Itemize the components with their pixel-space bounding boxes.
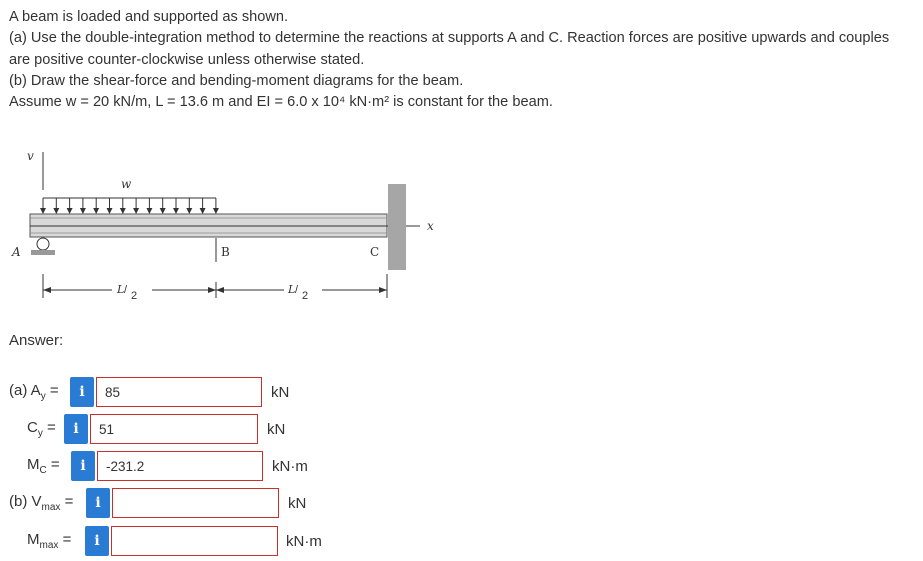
ay-label: (a) $A_y$ = [9, 382, 59, 402]
dim-label-l-left: L [117, 283, 125, 296]
v-axis-label: v [27, 149, 34, 163]
problem-line-intro: A beam is loaded and supported as shown. [9, 9, 289, 25]
load-arrow-head [133, 208, 139, 214]
dim-slash-right: / [295, 284, 299, 296]
load-arrow-head [146, 208, 152, 214]
mc-label: $M_C$ = [27, 456, 60, 476]
mc-input[interactable] [97, 451, 263, 481]
vmax-input[interactable] [112, 488, 279, 518]
load-arrow-head [120, 208, 126, 214]
load-arrow-head [186, 208, 192, 214]
mmax-unit: kN·m [286, 533, 322, 550]
cy-label: $C_y$ = [27, 419, 56, 439]
point-label-b: B [221, 245, 230, 259]
beam-diagram [0, 140, 470, 310]
load-arrow-head [53, 208, 59, 214]
dim-label-2-left: 2 [131, 290, 138, 302]
info-icon[interactable]: i [71, 451, 95, 481]
problem-line-part-b: (b) Draw the shear-force and bending-moment diagrams for the beam. [9, 72, 464, 89]
ay-input[interactable] [96, 377, 262, 407]
load-label-w: w [121, 177, 132, 191]
load-arrow-head [40, 208, 46, 214]
dim-label-2-right: 2 [302, 290, 309, 302]
mmax-input[interactable] [111, 526, 278, 556]
load-arrow-head [93, 208, 99, 214]
mc-unit: kN·m [272, 458, 308, 475]
cy-unit: kN [267, 421, 286, 438]
vmax-unit: kN [288, 495, 307, 512]
dim-label-l-right: L [288, 283, 296, 296]
problem-line-given: Assume w = 20 kN/m, L = 13.6 m and EI = 6.0 x 10⁴ kN·m² is constant for the beam. [9, 94, 553, 111]
problem-statement [9, 7, 909, 113]
ay-unit: kN [271, 384, 290, 401]
mmax-label: $M_{max}$ = [27, 531, 72, 551]
info-icon[interactable]: i [64, 414, 88, 444]
vmax-label: (b) $V_{max}$ = [9, 493, 74, 513]
load-arrow-head [200, 208, 206, 214]
info-icon[interactable]: i [70, 377, 94, 407]
load-arrow-head [67, 208, 73, 214]
load-arrow-head [80, 208, 86, 214]
info-icon[interactable]: i [85, 526, 109, 556]
point-label-c: C [370, 245, 380, 259]
load-arrow-head [213, 208, 219, 214]
roller-support-a [31, 238, 55, 255]
load-arrow-head [160, 208, 166, 214]
problem-line-part-a: (a) Use the double-integration method to determine the reactions at supports A and C. Reaction forces are positive upwards and couples are positive counter-clockwise unless otherwise stated. [9, 30, 890, 68]
point-label-a: A [12, 245, 21, 259]
answer-heading: Answer: [9, 332, 64, 349]
info-icon[interactable]: i [86, 488, 110, 518]
fixed-wall-c [388, 184, 406, 270]
cy-input[interactable] [90, 414, 258, 444]
load-arrows [40, 198, 219, 214]
load-arrow-head [107, 208, 113, 214]
x-axis-label: x [427, 219, 434, 233]
load-arrow-head [173, 208, 179, 214]
dimension-lines [43, 274, 387, 298]
dim-slash-left: / [124, 284, 128, 296]
